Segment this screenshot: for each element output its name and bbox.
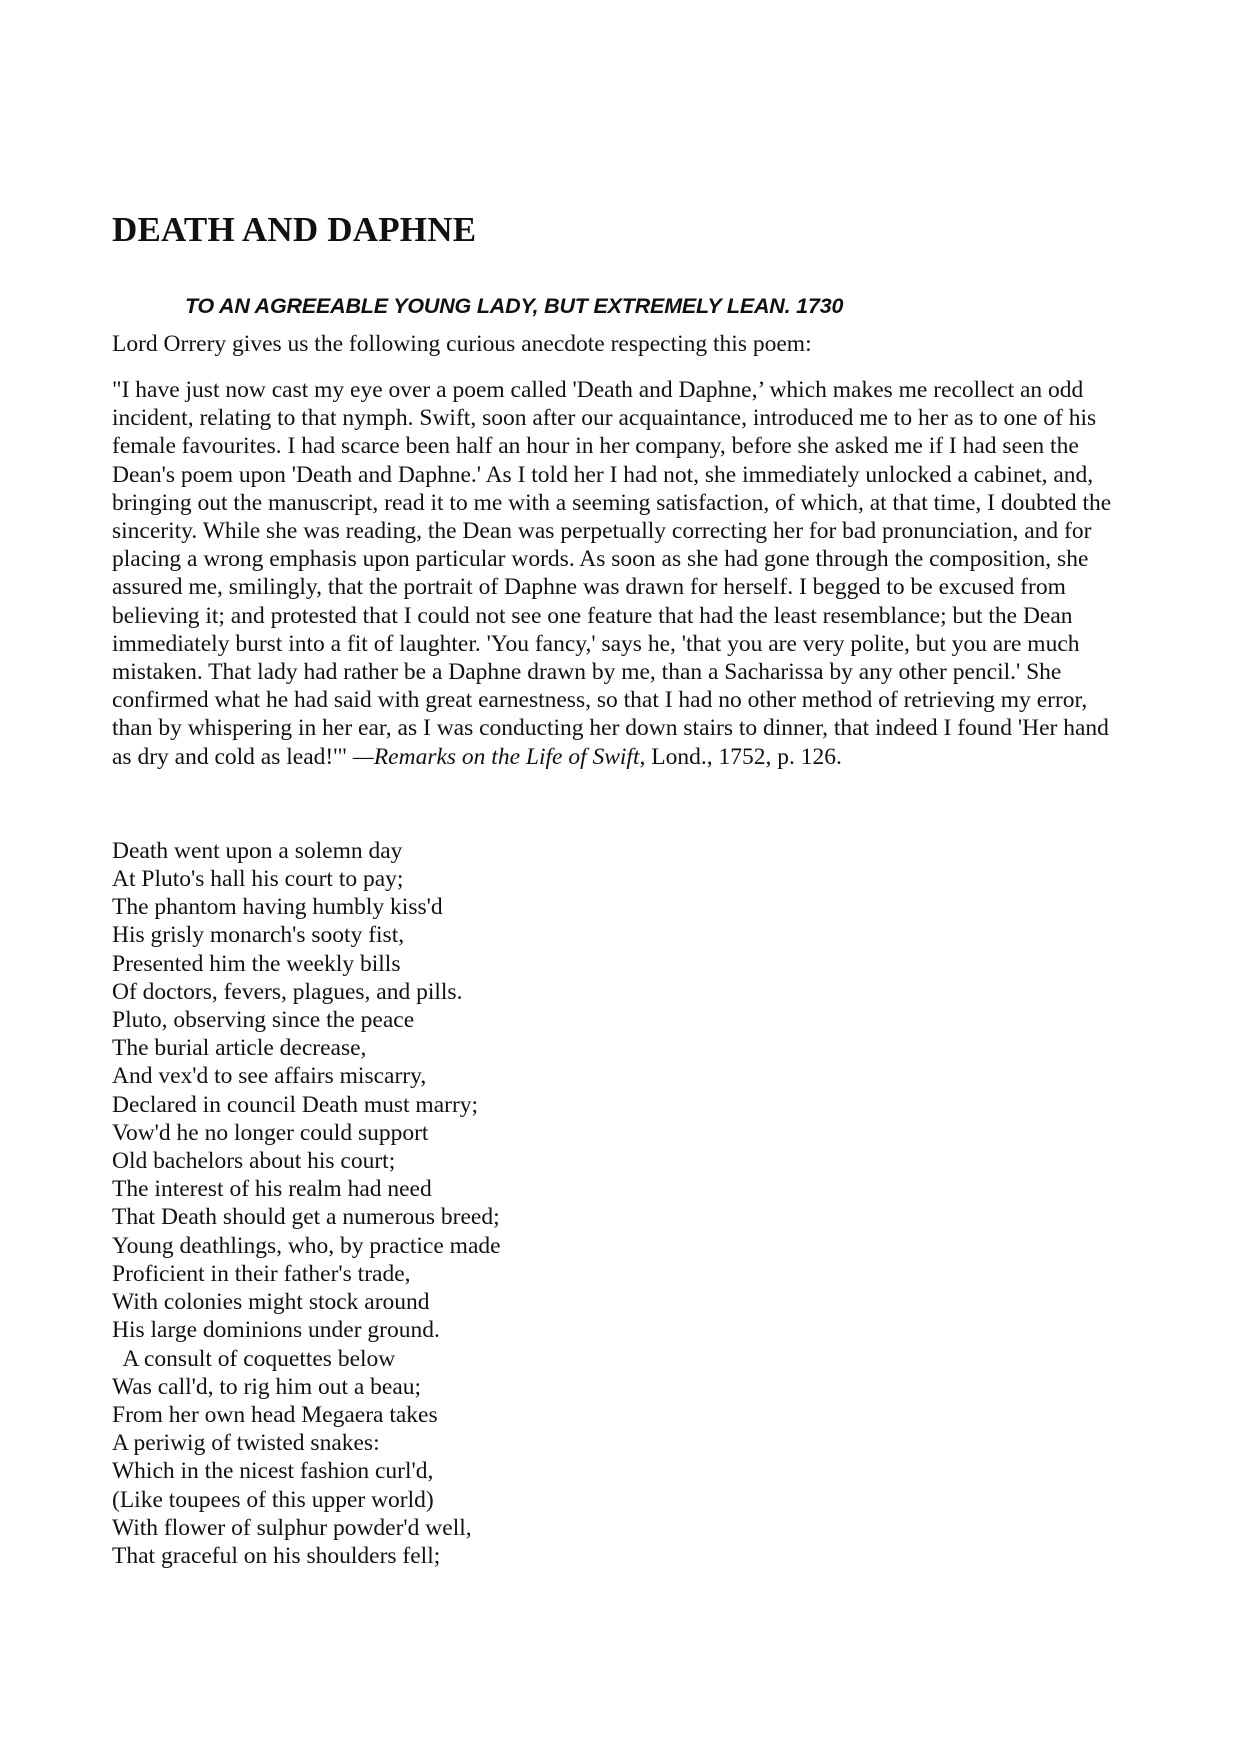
orrery-quote [112,376,1132,771]
citation-title: Remarks on the Life of Swift [373,743,640,770]
poem-line: At Pluto's hall his court to pay; [112,866,404,893]
poem-title: DEATH AND DAPHNE [112,210,477,249]
poem-line: Vow'd he no longer could support [112,1119,429,1146]
poem-line: Young deathlings, who, by practice made [112,1232,501,1259]
poem-line: (Like toupees of this upper world) [112,1486,434,1513]
poem-line: The burial article decrease, [112,1035,367,1062]
intro-paragraph: Lord Orrery gives us the following curious anecdote respecting this poem: [112,331,812,357]
poem-line: Death went upon a solemn day [112,837,403,864]
poem-line: The interest of his realm had need [112,1176,432,1203]
poem-line: His grisly monarch's sooty fist, [112,922,405,949]
poem-line: From her own head Megaera takes [112,1401,438,1428]
poem-line: A periwig of twisted snakes: [112,1430,380,1457]
poem-subtitle: TO AN AGREEABLE YOUNG LADY, BUT EXTREMELY LEAN. 1730 [185,294,844,318]
quote-text: "I have just now cast my eye over a poem called 'Death and Daphne,’ which makes me recollect an odd incident, relating to that nymph. Swift, soon after our acquaintance, introduced me to her as to one of his female favourites. I had scarce been half an hour in her company, before she asked me if I had seen the Dean's poem upon 'Death and Daphne.' As I told her I had not, she immediately unlocked a cabinet, and, bringing out the manuscript, read it to me with a seeming satisfaction, of which, at that time, I doubted the sincerity. While she was reading, the Dean was perpetually correcting her for bad pronunciation, and for placing a wrong emphasis upon particular words. As soon as she had gone through the composition, she assured me, smilingly, that the portrait of Daphne was drawn for herself. I begged to be excused from believing it; and protested that I could not see one feature that had the least resemblance; but the Dean immediately burst into a fit of laughter. 'You fancy,' says he, 'that you are very polite, but you are much mistaken. That lady had rather be a Daphne drawn by me, than a Sacharissa by any other pencil.' She confirmed what he had said with great earnestness, so that I had no other method of retrieving my error, than by whispering in her ear, as I was conducting her down stairs to dinner, that indeed I found 'Her hand as dry and cold as lead!'" [112,377,1112,770]
poem-line: Which in the nicest fashion curl'd, [112,1458,434,1485]
poem-line: A consult of coquettes below [112,1345,396,1372]
poem-line: And vex'd to see affairs miscarry, [112,1063,427,1090]
poem-line: With colonies might stock around [112,1289,430,1316]
poem-line: With flower of sulphur powder'd well, [112,1514,472,1541]
poem-line: Old bachelors about his court; [112,1148,396,1175]
poem-line: Proficient in their father's trade, [112,1260,411,1287]
document-page [112,210,1132,1570]
poem-line: That Death should get a numerous breed; [112,1204,500,1231]
poem-line: Pluto, observing since the peace [112,1007,415,1034]
citation-dash: — [352,743,374,770]
poem-body [112,837,1132,1570]
poem-line: Declared in council Death must marry; [112,1091,479,1118]
poem-line: Of doctors, fevers, plagues, and pills. [112,978,463,1005]
poem-line: Was call'd, to rig him out a beau; [112,1373,422,1400]
poem-line: His large dominions under ground. [112,1317,440,1344]
poem-line: The phantom having humbly kiss'd [112,894,443,921]
citation-details: , Lond., 1752, p. 126. [639,743,842,770]
poem-line: Presented him the weekly bills [112,950,401,977]
poem-line: That graceful on his shoulders fell; [112,1542,441,1569]
